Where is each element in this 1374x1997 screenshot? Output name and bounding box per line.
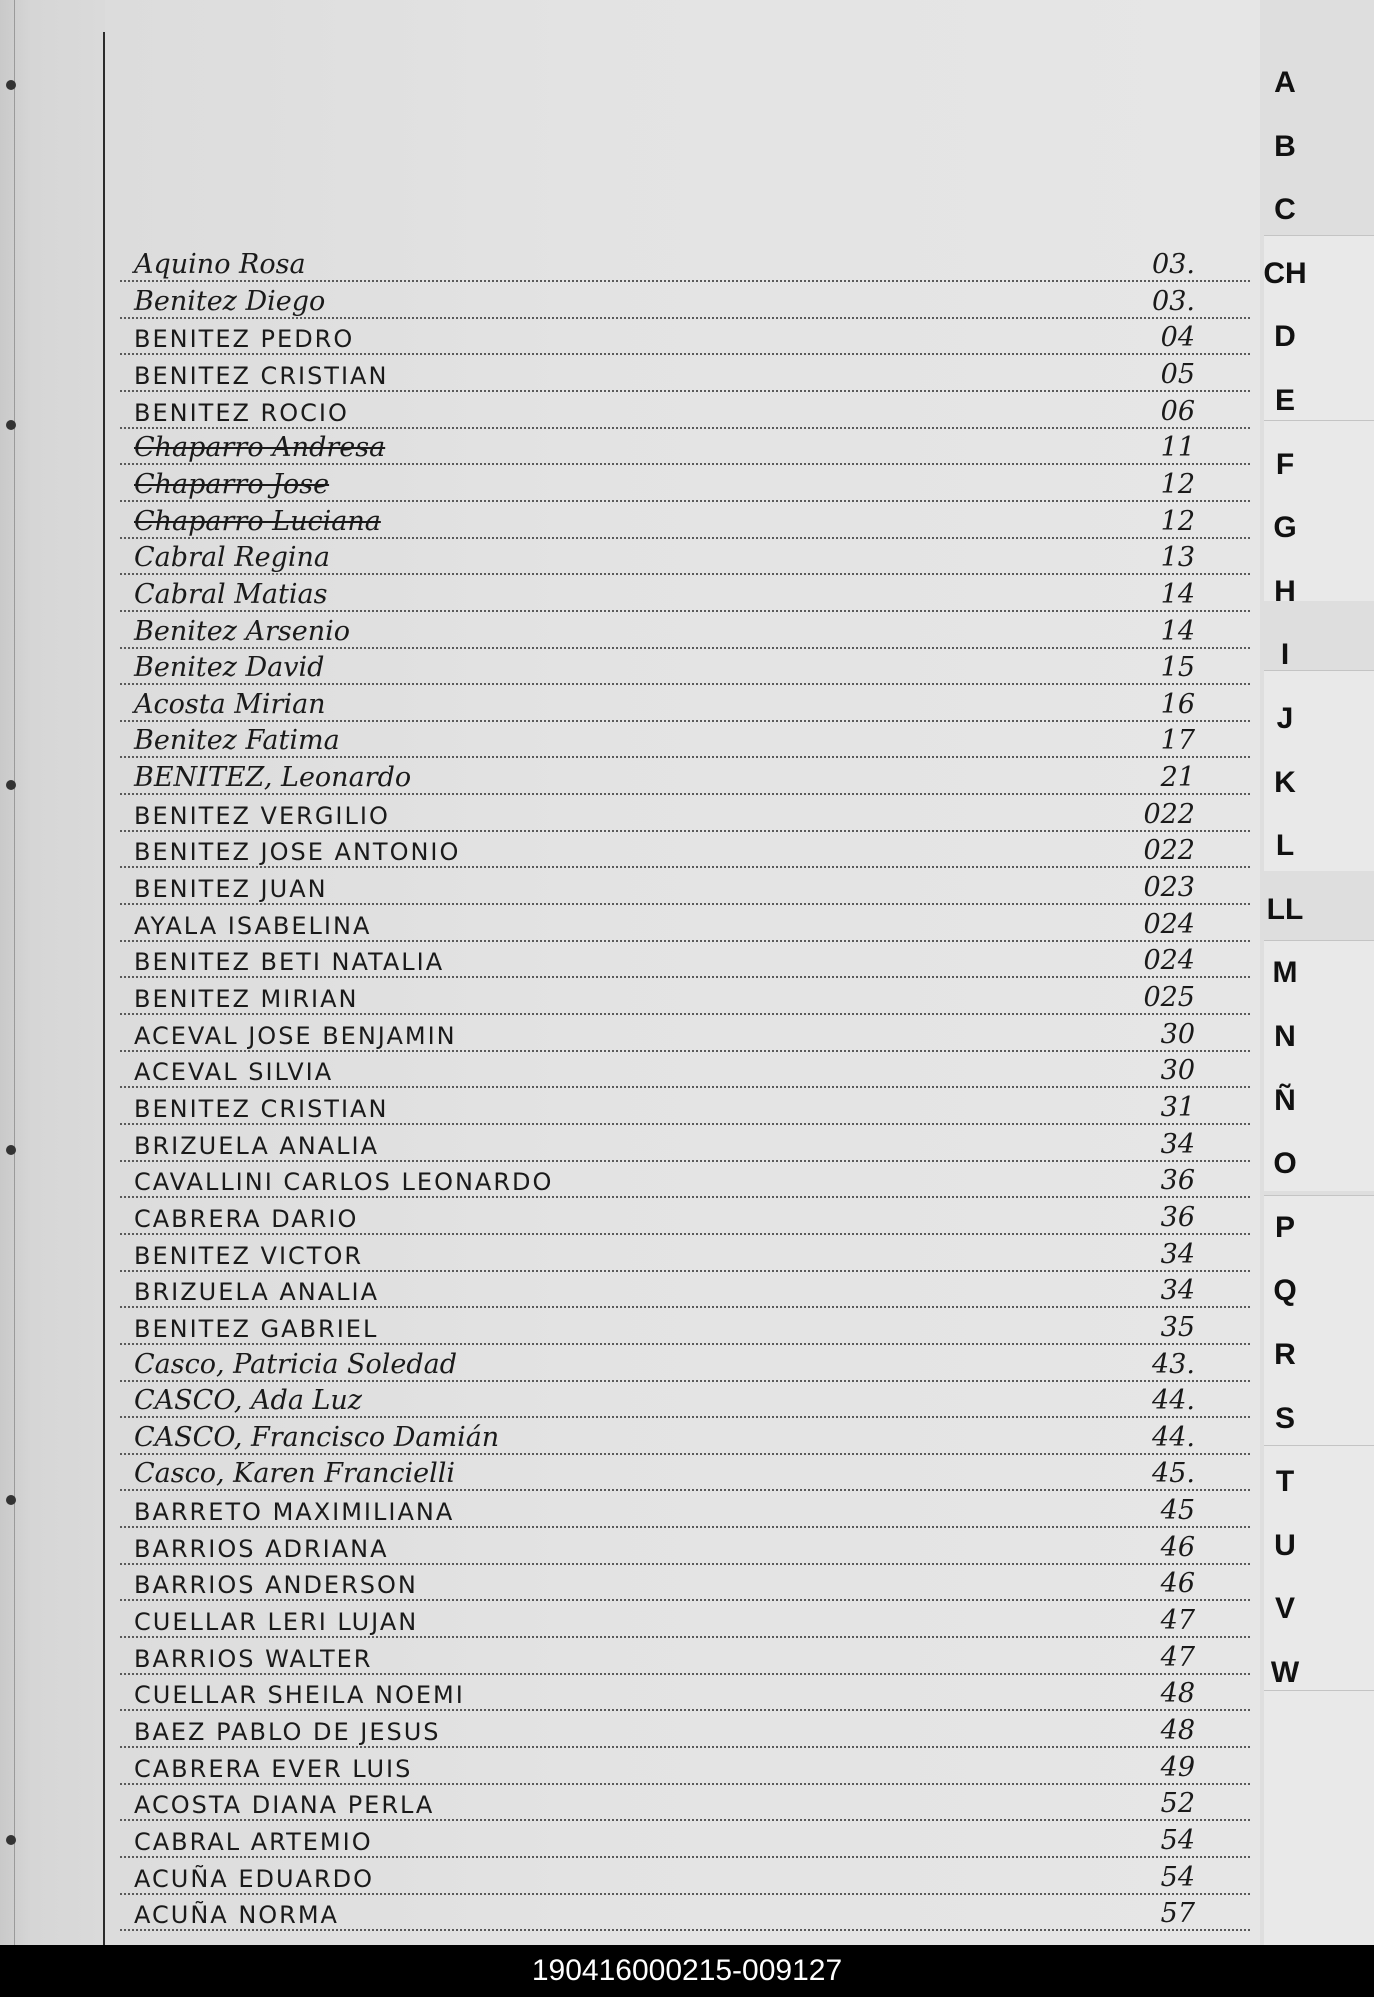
entry-name: CABRERA DARIO	[134, 1204, 359, 1233]
entry-page-number: 025	[1143, 982, 1195, 1013]
entry-name: BENITEZ JOSE ANTONIO	[134, 838, 461, 867]
entry-page-number: 022	[1143, 835, 1195, 867]
index-entry	[120, 1677, 1250, 1711]
entry-name: BENITEZ PEDRO	[134, 325, 355, 354]
index-entry	[120, 1091, 1250, 1125]
entry-name: BRIZUELA ANALIA	[134, 1131, 380, 1160]
entry-page-number: 34	[1160, 1238, 1195, 1270]
entry-name: Chaparro Jose	[134, 468, 330, 500]
index-entry	[120, 1274, 1250, 1308]
entry-name: BENITEZ ROCIO	[134, 398, 349, 427]
entry-name: CABRAL ARTEMIO	[134, 1827, 373, 1856]
index-entry	[120, 1128, 1250, 1162]
index-entry	[120, 871, 1250, 905]
entry-name: BARRIOS ANDERSON	[134, 1571, 418, 1600]
index-letter-tab[interactable]: P	[1274, 1210, 1295, 1244]
index-entry	[120, 651, 1250, 685]
index-entry	[120, 358, 1250, 392]
index-entry	[120, 1897, 1250, 1931]
binding-hole	[6, 80, 16, 90]
entry-name: BENITEZ BETI NATALIA	[134, 948, 445, 977]
entry-page-number: 11	[1160, 432, 1195, 464]
entry-name: ACOSTA DIANA PERLA	[134, 1791, 435, 1820]
entry-name: BENITEZ CRISTIAN	[134, 1094, 389, 1123]
entry-page-number: 024	[1143, 945, 1195, 977]
index-entry	[120, 1348, 1250, 1382]
entry-name: Benitez Diego	[134, 285, 326, 317]
index-letter-tab[interactable]: LL	[1266, 892, 1304, 926]
entry-page-number: 35	[1160, 1311, 1195, 1343]
entry-page-number: 022	[1143, 798, 1195, 830]
index-entry	[120, 1751, 1250, 1785]
entry-page-number: 03.	[1152, 249, 1195, 280]
entry-page-number: 36	[1160, 1165, 1195, 1197]
entry-page-number: 54	[1160, 1824, 1195, 1856]
index-entry	[120, 1201, 1250, 1235]
index-letter-tab[interactable]: U	[1274, 1528, 1296, 1562]
index-entry	[120, 1054, 1250, 1088]
entry-name: CUELLAR LERI LUJAN	[134, 1608, 419, 1637]
index-entry	[120, 944, 1250, 978]
index-entry	[120, 1567, 1250, 1601]
entry-name: Cabral Regina	[134, 542, 330, 574]
binding-hole	[6, 1835, 16, 1845]
entry-page-number: 31	[1160, 1091, 1195, 1123]
entry-name: BENITEZ CRISTIAN	[134, 361, 389, 390]
entry-name: BENITEZ VERGILIO	[134, 801, 390, 830]
entry-name: ACEVAL JOSE BENJAMIN	[134, 1021, 457, 1050]
entry-page-number: 48	[1160, 1678, 1195, 1710]
entry-name: Aquino Rosa	[134, 249, 306, 280]
entry-name: BENITEZ JUAN	[134, 875, 328, 904]
divider-tab-edge	[1264, 1690, 1374, 1945]
index-entry	[120, 834, 1250, 868]
entry-page-number: 52	[1160, 1788, 1195, 1820]
index-letter-tab[interactable]: W	[1270, 1656, 1300, 1689]
index-letter-tab[interactable]: J	[1276, 702, 1294, 735]
entry-page-number: 30	[1160, 1018, 1195, 1050]
index-entry	[120, 468, 1250, 502]
entry-name: CABRERA EVER LUIS	[134, 1754, 413, 1783]
entry-page-number: 57	[1160, 1898, 1195, 1930]
entry-page-number: 13	[1160, 542, 1195, 574]
entry-name: ACUÑA NORMA	[134, 1901, 339, 1930]
index-letter-tab[interactable]: K	[1274, 765, 1296, 799]
index-entry	[120, 1641, 1250, 1675]
index-letter-tab[interactable]: B	[1274, 129, 1296, 163]
margin-line	[103, 32, 105, 1945]
entry-name: BAEZ PABLO DE JESUS	[134, 1718, 441, 1746]
index-letter-tab[interactable]: H	[1274, 574, 1296, 608]
entry-name: BARRIOS ADRIANA	[134, 1534, 389, 1563]
index-letter-tab[interactable]: R	[1274, 1338, 1296, 1371]
index-letter-tab[interactable]: Ñ	[1274, 1083, 1296, 1117]
entry-page-number: 024	[1143, 908, 1195, 940]
index-entry	[120, 1018, 1250, 1052]
index-entry	[120, 395, 1250, 429]
index-entry	[120, 1861, 1250, 1895]
entry-page-number: 30	[1160, 1055, 1195, 1087]
index-entry	[120, 541, 1250, 575]
entry-name: ACEVAL SILVIA	[134, 1058, 334, 1087]
index-entry	[120, 1384, 1250, 1418]
index-entry	[120, 761, 1250, 795]
index-entry	[120, 1787, 1250, 1821]
entry-page-number: 12	[1160, 505, 1195, 537]
entry-page-number: 49	[1160, 1751, 1195, 1783]
entry-page-number: 34	[1160, 1275, 1195, 1307]
index-entry	[120, 1494, 1250, 1528]
entry-page-number: 15	[1160, 652, 1195, 684]
entry-name: BARRETO MAXIMILIANA	[134, 1498, 455, 1527]
entry-page-number: 45.	[1152, 1458, 1195, 1490]
entry-name: Casco, Karen Francielli	[134, 1458, 456, 1490]
entry-page-number: 14	[1160, 615, 1195, 647]
index-letter-tab[interactable]: A	[1274, 66, 1296, 99]
entry-name: Benitez Fatima	[134, 725, 340, 757]
entry-page-number: 05	[1160, 358, 1195, 390]
entry-name: BENITEZ GABRIEL	[134, 1314, 379, 1343]
entry-page-number: 44.	[1152, 1385, 1195, 1417]
entry-name: CUELLAR SHEILA NOEMI	[134, 1681, 465, 1710]
entry-page-number: 46	[1160, 1568, 1195, 1600]
entry-page-number: 44.	[1152, 1421, 1195, 1453]
index-letter-tab[interactable]: E	[1274, 384, 1295, 417]
entry-page-number: 47	[1160, 1605, 1195, 1637]
index-entry	[120, 285, 1250, 319]
index-entry	[120, 1714, 1250, 1748]
entry-page-number: 03.	[1152, 285, 1195, 317]
entry-name: BRIZUELA ANALIA	[134, 1278, 380, 1307]
entry-page-number: 48	[1160, 1715, 1195, 1746]
entry-page-number: 34	[1160, 1128, 1195, 1160]
index-entry	[120, 1421, 1250, 1455]
index-letter-tab[interactable]: G	[1273, 511, 1297, 545]
index-letter-tab[interactable]: M	[1272, 956, 1298, 990]
entry-page-number: 21	[1160, 762, 1195, 794]
index-entry	[120, 248, 1250, 282]
entry-page-number: 43.	[1152, 1348, 1195, 1380]
scan-caption: 190416000215-009127	[0, 1945, 1374, 1997]
index-entry	[120, 724, 1250, 758]
index-letter-tab[interactable]: C	[1274, 193, 1296, 227]
index-letter-tab[interactable]: V	[1274, 1592, 1295, 1626]
entry-name: CASCO, Francisco Damián	[134, 1421, 500, 1453]
entry-page-number: 45	[1160, 1495, 1195, 1527]
entry-page-number: 54	[1160, 1861, 1195, 1893]
entry-name: BENITEZ MIRIAN	[134, 985, 359, 1013]
index-entry	[120, 981, 1250, 1015]
entry-name: BENITEZ VICTOR	[134, 1241, 364, 1270]
binding-hole	[6, 1145, 16, 1155]
index-entry	[120, 688, 1250, 722]
binding-hole	[6, 420, 16, 430]
binding-margin	[0, 0, 105, 1945]
index-entry	[120, 578, 1250, 612]
entry-name: Chaparro Andresa	[134, 432, 386, 464]
index-entry	[120, 431, 1250, 465]
entry-name: Benitez Arsenio	[134, 615, 350, 647]
index-entry	[120, 1238, 1250, 1272]
entry-name: Chaparro Luciana	[134, 505, 381, 537]
binding-hole	[6, 1495, 16, 1505]
entry-page-number: 46	[1160, 1531, 1195, 1563]
entry-page-number: 47	[1160, 1641, 1195, 1673]
entry-name: BARRIOS WALTER	[134, 1644, 373, 1673]
index-entry	[120, 321, 1250, 355]
index-entry	[120, 1457, 1250, 1491]
index-letter-tab[interactable]: I	[1280, 638, 1290, 672]
index-letter-tab[interactable]: D	[1274, 320, 1296, 354]
entry-page-number: 17	[1160, 725, 1195, 757]
index-letter-tab[interactable]: Q	[1273, 1274, 1297, 1308]
index-letter-tab[interactable]: N	[1274, 1020, 1296, 1053]
binding-thread	[14, 0, 15, 1945]
index-entry	[120, 1311, 1250, 1345]
entry-page-number: 06	[1160, 395, 1195, 427]
index-entry	[120, 1604, 1250, 1638]
entry-page-number: 36	[1160, 1201, 1195, 1233]
entry-page-number: 023	[1143, 872, 1195, 904]
index-letter-tab[interactable]: T	[1275, 1465, 1295, 1499]
entry-page-number: 12	[1160, 468, 1195, 500]
entry-page-number: 14	[1160, 578, 1195, 610]
entry-name: AYALA ISABELINA	[134, 911, 372, 940]
entry-name: BENITEZ, Leonardo	[134, 762, 412, 794]
index-letter-tab[interactable]: CH	[1263, 256, 1307, 290]
entry-name: ACUÑA EDUARDO	[134, 1864, 374, 1893]
index-entry	[120, 798, 1250, 832]
entry-page-number: 16	[1160, 688, 1195, 720]
binding-hole	[6, 780, 16, 790]
entry-name: Casco, Patricia Soledad	[134, 1348, 458, 1380]
entry-name: CASCO, Ada Luz	[134, 1385, 363, 1417]
index-entry	[120, 1164, 1250, 1198]
index-letter-tab[interactable]: L	[1275, 829, 1295, 863]
entry-name: Benitez David	[134, 652, 325, 684]
index-entry	[120, 1531, 1250, 1565]
index-entry	[120, 505, 1250, 539]
entry-name: Cabral Matias	[134, 578, 328, 610]
index-entry	[120, 908, 1250, 942]
entry-name: CAVALLINI CARLOS LEONARDO	[134, 1168, 554, 1197]
index-letter-tab[interactable]: F	[1275, 447, 1295, 481]
entry-name: Acosta Mirian	[134, 688, 326, 720]
index-letter-tab[interactable]: S	[1274, 1401, 1295, 1435]
index-entry	[120, 1824, 1250, 1858]
entry-page-number: 04	[1160, 322, 1195, 354]
index-letter-tab[interactable]: O	[1273, 1147, 1297, 1181]
index-entry	[120, 615, 1250, 649]
